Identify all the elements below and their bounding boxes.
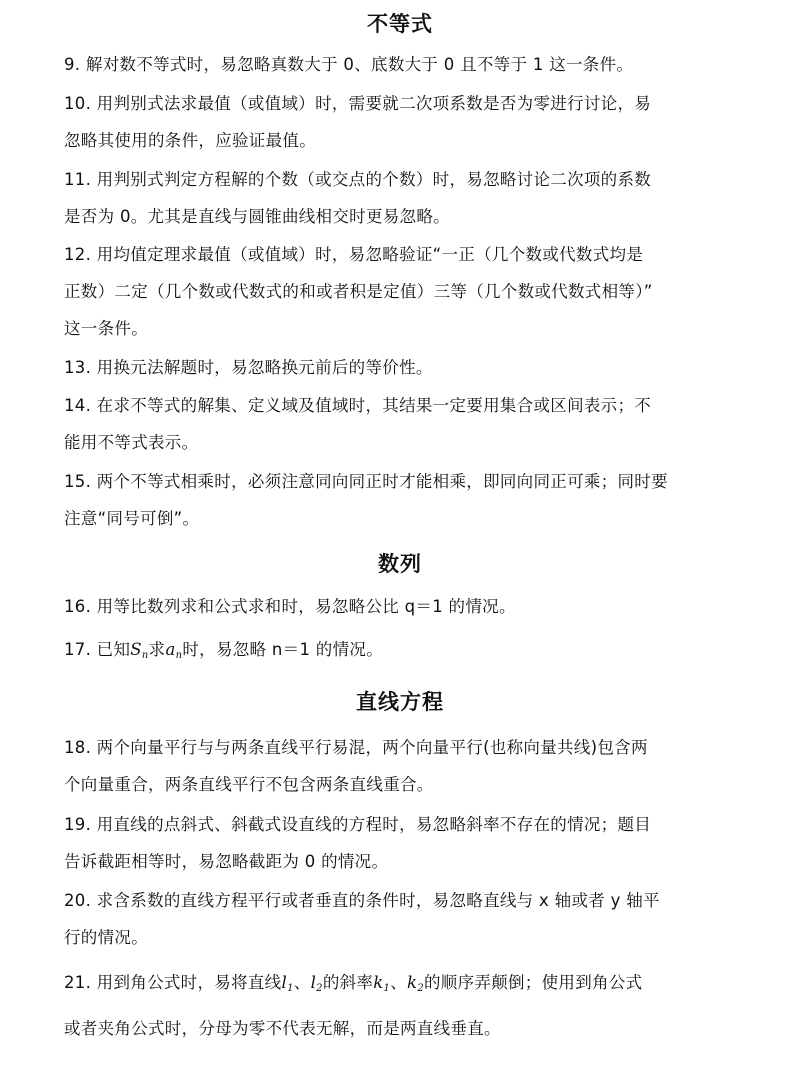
math-k1-base: k [373, 973, 384, 992]
item-17-prefix: 17. 已知 [64, 640, 131, 659]
math-s-base: S [130, 640, 142, 659]
item-11-line-2: 是否为 0。尤其是直线与圆锥曲线相交时更易忽略。 [64, 207, 450, 226]
math-k1-subscript: 1 [383, 983, 391, 994]
item-19 [64, 806, 754, 880]
math-l2-subscript: 2 [316, 983, 323, 994]
item-13 [64, 349, 754, 386]
section-title-inequality: 不等式 [367, 12, 433, 36]
item-21-line-2: 或者夹角公式时，分母为零不代表无解，而是两直线垂直。 [64, 1019, 501, 1038]
math-a-base: a [165, 640, 176, 659]
math-l2 [311, 973, 323, 992]
math-s-subscript: n [141, 650, 149, 661]
item-14-line-1: 14. 在求不等式的解集、定义域及值域时，其结果一定要用集合或区间表示；不 [64, 396, 652, 415]
math-a-subscript: n [175, 650, 183, 661]
item-18-line-2: 个向量重合，两条直线平行不包含两条直线重合。 [64, 775, 434, 794]
item-10 [64, 85, 754, 159]
item-21-sep-2: 、 [390, 973, 408, 992]
item-11 [64, 161, 754, 235]
math-k2-subscript: 2 [417, 983, 424, 994]
item-21-sep-1: 、 [293, 973, 311, 992]
item-12 [64, 236, 754, 347]
item-20-line-1: 20. 求含系数的直线方程平行或者垂直的条件时，易忽略直线与 x 轴或者 y 轴平 [64, 891, 660, 910]
item-18 [64, 729, 754, 803]
item-15-line-1: 15. 两个不等式相乘时，必须注意同向同正时才能相乘，即同向同正可乘；同时要 [64, 472, 668, 491]
math-k2 [407, 973, 424, 992]
math-s-n [130, 640, 148, 659]
item-21-line-1 [64, 960, 754, 1006]
item-15-line-2: 注意“同号可倒”。 [64, 509, 200, 528]
item-9-line-1: 9. 解对数不等式时，易忽略真数大于 0、底数大于 0 且不等于 1 这一条件。 [64, 55, 634, 74]
item-17-mid: 求 [148, 640, 166, 659]
item-17-suffix: 时，易忽略 n＝1 的情况。 [182, 640, 384, 659]
item-18-line-1: 18. 两个向量平行与与两条直线平行易混，两个向量平行(也称向量共线)包含两 [64, 738, 648, 757]
item-20 [64, 882, 754, 956]
math-k1 [373, 973, 390, 992]
item-17 [64, 631, 754, 668]
math-a-n [165, 640, 182, 659]
item-12-line-3: 这一条件。 [64, 319, 148, 338]
item-17-line-1 [64, 631, 754, 668]
item-20-line-2: 行的情况。 [64, 928, 148, 947]
item-16-line-1: 16. 用等比数列求和公式求和时，易忽略公比 q＝1 的情况。 [64, 597, 516, 616]
item-11-line-1: 11. 用判别式判定方程解的个数（或交点的个数）时，易忽略讨论二次项的系数 [64, 170, 652, 189]
item-10-line-1: 10. 用判别式法求最值（或值域）时，需要就二次项系数是否为零进行讨论，易 [64, 94, 652, 113]
item-19-line-2: 告诉截距相等时，易忽略截距为 0 的情况。 [64, 852, 389, 871]
item-12-line-1: 12. 用均值定理求最值（或值域）时，易忽略验证“一正（几个数或代数式均是 [64, 245, 644, 264]
math-l1-subscript: 1 [287, 983, 294, 994]
item-15 [64, 463, 754, 537]
math-l1-base: l [281, 973, 288, 992]
item-21 [64, 960, 754, 1052]
item-19-line-1: 19. 用直线的点斜式、斜截式设直线的方程时，易忽略斜率不存在的情况；题目 [64, 815, 652, 834]
item-21-prefix: 21. 用到角公式时，易将直线 [64, 973, 282, 992]
item-14 [64, 387, 754, 461]
section-title-sequence: 数列 [378, 552, 422, 576]
math-l2-base: l [310, 973, 317, 992]
item-13-line-1: 13. 用换元法解题时，易忽略换元前后的等价性。 [64, 358, 433, 377]
item-21-mid: 的斜率 [322, 973, 374, 992]
item-14-line-2: 能用不等式表示。 [64, 433, 199, 452]
item-16 [64, 588, 754, 625]
section-title-line-equation: 直线方程 [356, 690, 444, 714]
item-9 [64, 46, 754, 83]
math-l1 [282, 973, 294, 992]
math-k2-base: k [407, 973, 418, 992]
item-10-line-2: 忽略其使用的条件，应验证最值。 [64, 131, 316, 150]
item-21-suffix: 的顺序弄颠倒；使用到角公式 [424, 973, 643, 992]
item-12-line-2: 正数）二定（几个数或代数式的和或者积是定值）三等（几个数或代数式相等）” [64, 282, 653, 301]
